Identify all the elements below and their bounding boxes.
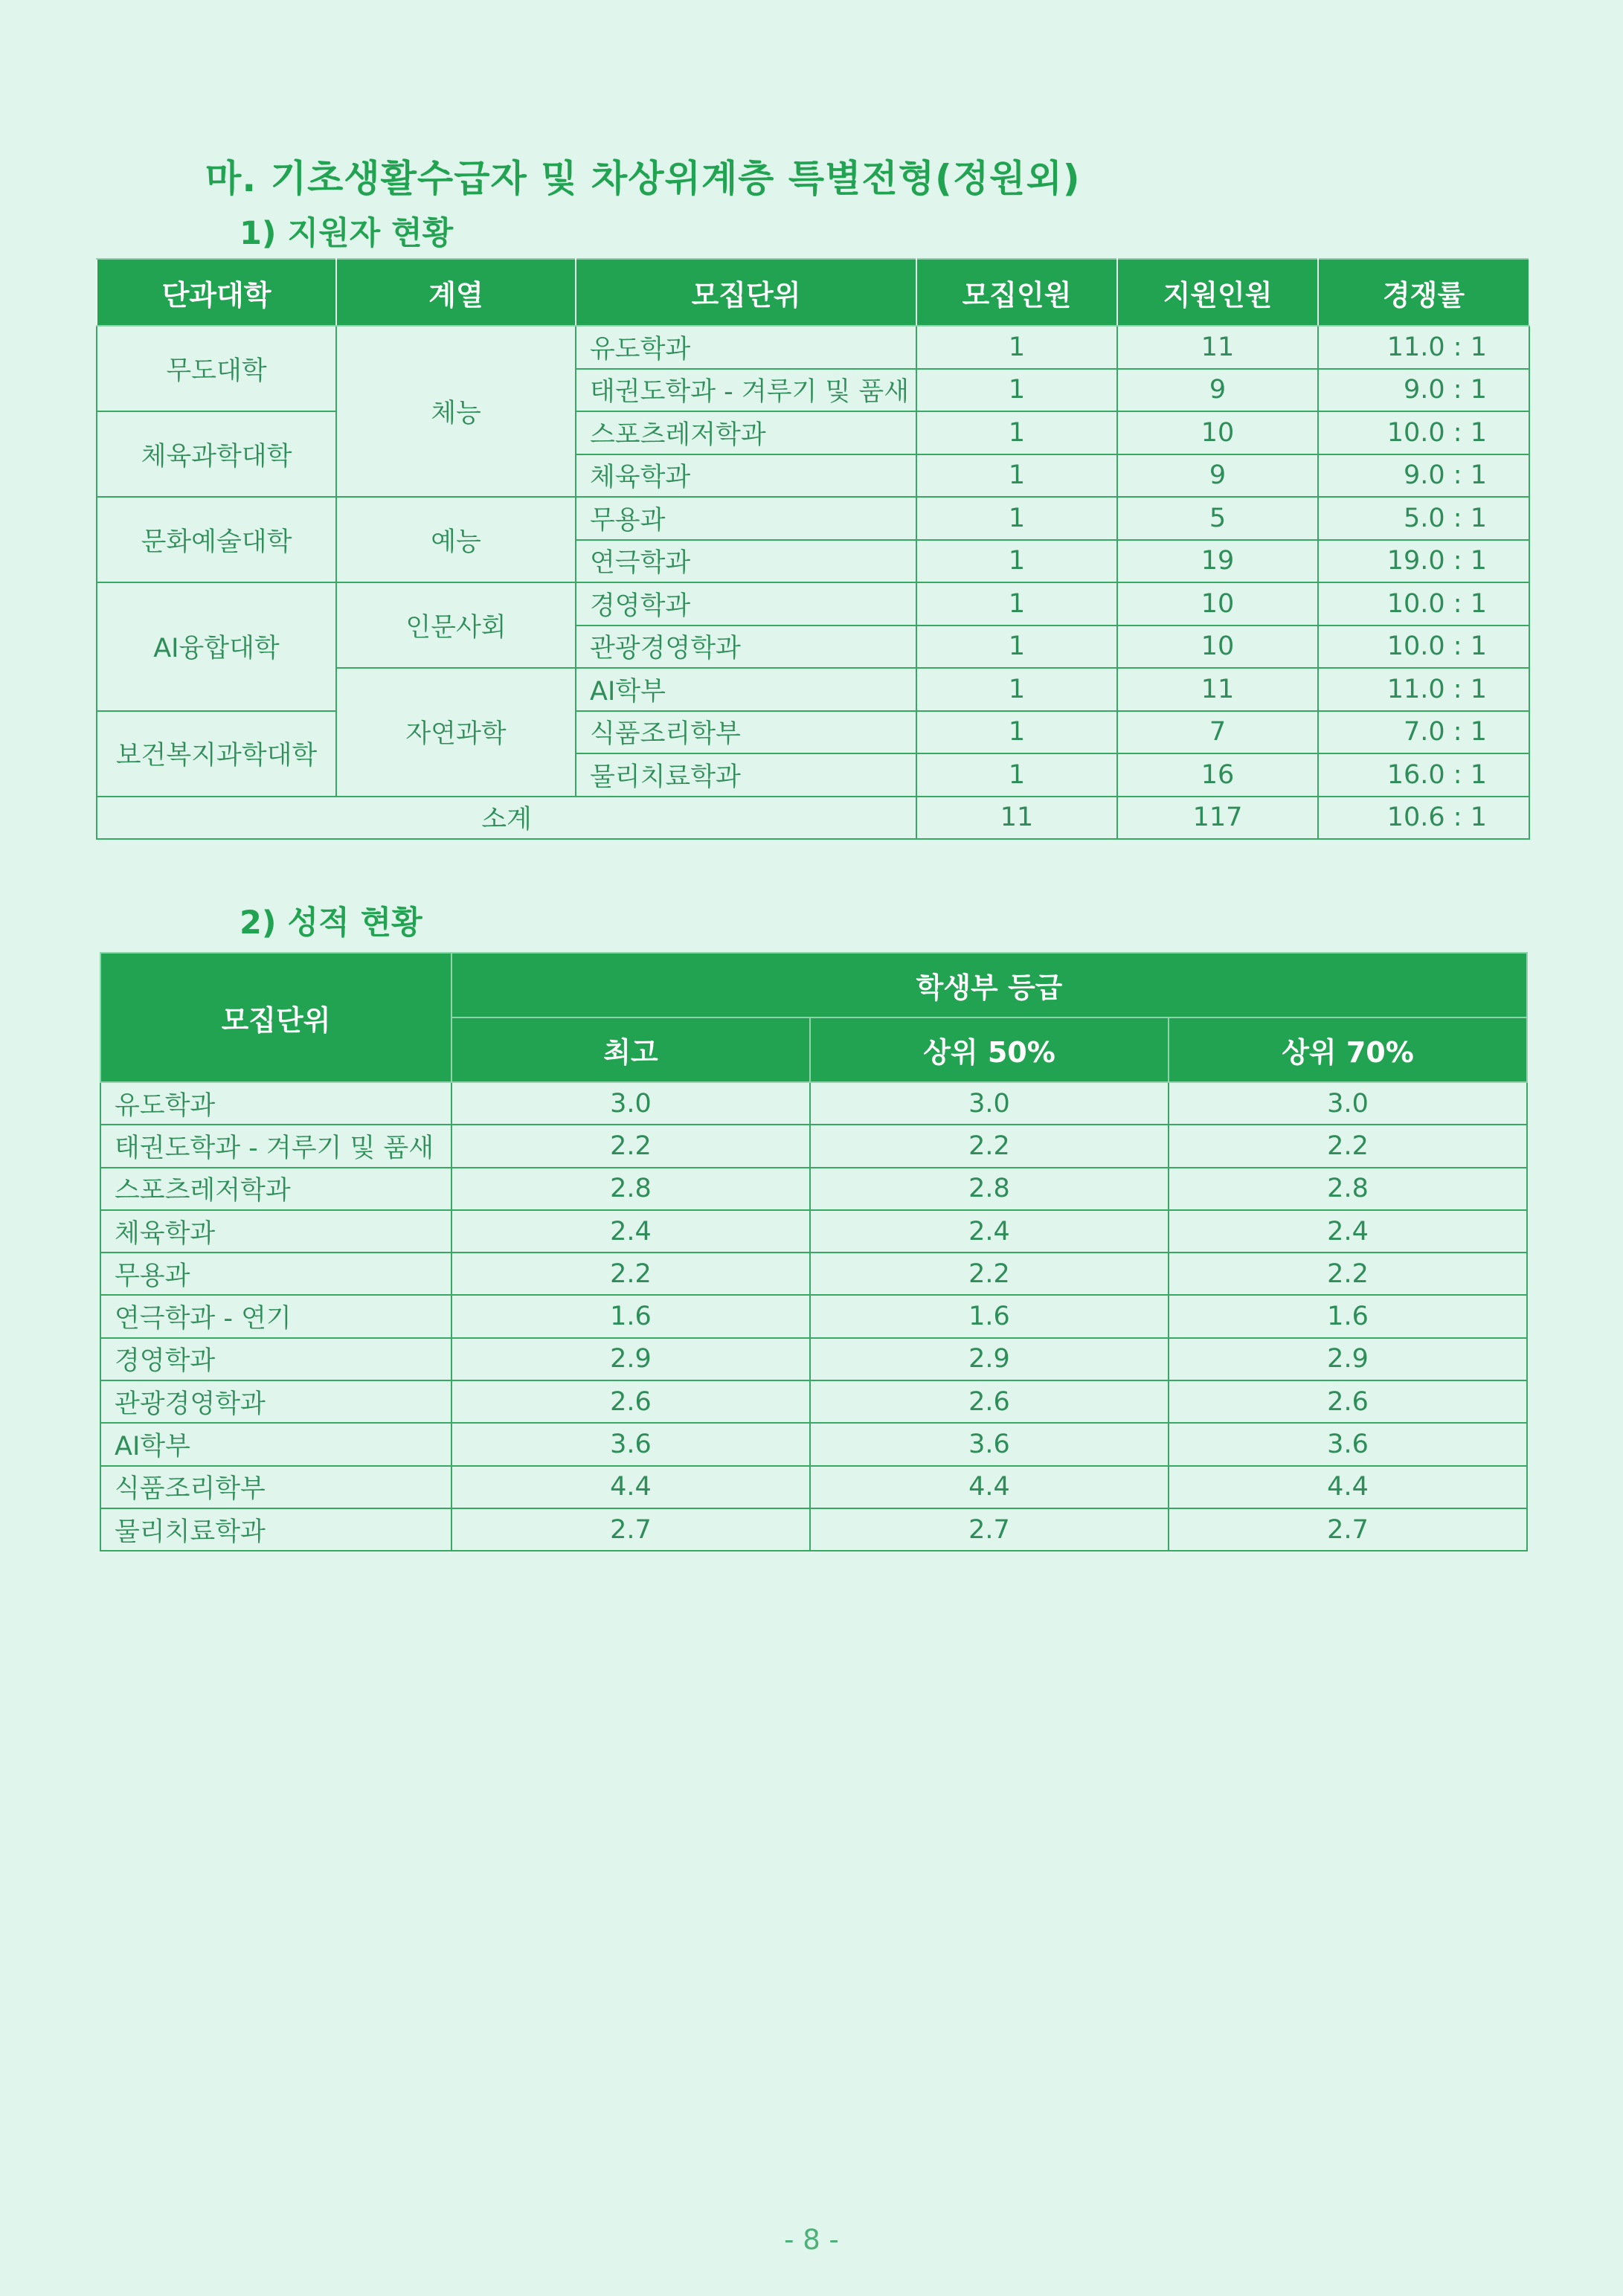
applicants-cell: 9 [1117, 454, 1318, 498]
grade-p70-cell: 2.7 [1169, 1508, 1527, 1551]
unit-cell: AI학부 [100, 1423, 451, 1465]
unit-cell: 물리치료학과 [100, 1508, 451, 1551]
section-title: 마. 기초생활수급자 및 차상위계층 특별전형(정원외) [205, 157, 1081, 200]
grade-top-cell: 2.4 [451, 1210, 810, 1252]
grade-p70-cell: 2.4 [1169, 1210, 1527, 1252]
field-cell: 자연과학 [336, 668, 576, 797]
unit-cell: 태권도학과 - 겨루기 및 품새 [576, 369, 916, 412]
table-row [97, 711, 1529, 754]
table-row [100, 1210, 1527, 1252]
grade-p50-cell: 1.6 [810, 1295, 1169, 1337]
applicants-cell: 10 [1117, 582, 1318, 626]
grade-p70-cell: 2.2 [1169, 1125, 1527, 1167]
applicants-cell: 16 [1117, 753, 1318, 797]
subtotal-quota: 11 [916, 797, 1117, 840]
unit-cell: 관광경영학과 [100, 1380, 451, 1423]
header-grade-group: 학생부 등급 [451, 953, 1527, 1017]
header-college: 단과대학 [97, 259, 336, 326]
applicants-cell: 19 [1117, 540, 1318, 583]
field-cell: 체능 [336, 326, 576, 497]
table-row [100, 1423, 1527, 1465]
table-row [97, 582, 1529, 626]
grade-p50-cell: 2.8 [810, 1168, 1169, 1210]
grade-p50-cell: 2.2 [810, 1252, 1169, 1295]
applicants-cell: 9 [1117, 369, 1318, 412]
header-unit: 모집단위 [576, 259, 916, 326]
ratio-cell: 9.0 : 1 [1318, 369, 1529, 412]
unit-cell: 식품조리학부 [100, 1466, 451, 1508]
college-cell: 무도대학 [97, 326, 336, 411]
ratio-cell: 10.0 : 1 [1318, 582, 1529, 626]
applicants-table [96, 258, 1530, 840]
grade-p70-cell: 1.6 [1169, 1295, 1527, 1337]
quota-cell: 1 [916, 454, 1117, 498]
grade-p70-cell: 3.0 [1169, 1082, 1527, 1125]
page-number: - 8 - [784, 2224, 839, 2256]
college-cell: 보건복지과학대학 [97, 711, 336, 797]
unit-cell: 식품조리학부 [576, 711, 916, 754]
ratio-cell: 11.0 : 1 [1318, 668, 1529, 711]
college-cell: 문화예술대학 [97, 497, 336, 582]
table-row [100, 1466, 1527, 1508]
unit-cell: 무용과 [576, 497, 916, 540]
applicants-cell: 5 [1117, 497, 1318, 540]
grade-top-cell: 3.0 [451, 1082, 810, 1125]
unit-cell: 유도학과 [576, 326, 916, 369]
unit-cell: 관광경영학과 [576, 626, 916, 669]
applicants-cell: 10 [1117, 411, 1318, 454]
header-top: 최고 [451, 1017, 810, 1082]
unit-cell: 체육학과 [100, 1210, 451, 1252]
applicants-subtitle: 1) 지원자 현황 [240, 215, 454, 252]
header-applicants: 지원인원 [1117, 259, 1318, 326]
table-row [97, 497, 1529, 540]
header-field: 계열 [336, 259, 576, 326]
unit-cell: 체육학과 [576, 454, 916, 498]
quota-cell: 1 [916, 626, 1117, 669]
field-cell: 인문사회 [336, 582, 576, 668]
unit-cell: 물리치료학과 [576, 753, 916, 797]
grade-top-cell: 3.6 [451, 1423, 810, 1465]
unit-cell: 스포츠레저학과 [576, 411, 916, 454]
grade-top-cell: 4.4 [451, 1466, 810, 1508]
quota-cell: 1 [916, 369, 1117, 412]
grade-top-cell: 2.9 [451, 1338, 810, 1380]
quota-cell: 1 [916, 326, 1117, 369]
unit-cell: 태권도학과 - 겨루기 및 품새 [100, 1125, 451, 1167]
grade-top-cell: 2.6 [451, 1380, 810, 1423]
unit-cell: 연극학과 - 연기 [100, 1295, 451, 1337]
table-row [100, 1380, 1527, 1423]
unit-cell: 스포츠레저학과 [100, 1168, 451, 1210]
subtotal-label: 소계 [97, 797, 916, 840]
unit-cell: 경영학과 [100, 1338, 451, 1380]
grade-p50-cell: 2.2 [810, 1125, 1169, 1167]
quota-cell: 1 [916, 582, 1117, 626]
table-row [97, 326, 1529, 369]
header-ratio: 경쟁률 [1318, 259, 1529, 326]
grade-p50-cell: 2.9 [810, 1338, 1169, 1380]
grade-p70-cell: 2.6 [1169, 1380, 1527, 1423]
unit-cell: 경영학과 [576, 582, 916, 626]
quota-cell: 1 [916, 753, 1117, 797]
table-row [100, 1252, 1527, 1295]
quota-cell: 1 [916, 497, 1117, 540]
applicants-cell: 10 [1117, 626, 1318, 669]
subtotal-row [97, 797, 1529, 840]
quota-cell: 1 [916, 540, 1117, 583]
subtotal-applicants: 117 [1117, 797, 1318, 840]
table-row [100, 1508, 1527, 1551]
ratio-cell: 16.0 : 1 [1318, 753, 1529, 797]
table-row [100, 1295, 1527, 1337]
quota-cell: 1 [916, 668, 1117, 711]
grades-subtitle: 2) 성적 현황 [240, 904, 422, 942]
college-cell: 체육과학대학 [97, 411, 336, 497]
ratio-cell: 11.0 : 1 [1318, 326, 1529, 369]
applicants-cell: 7 [1117, 711, 1318, 754]
ratio-cell: 19.0 : 1 [1318, 540, 1529, 583]
ratio-cell: 10.0 : 1 [1318, 626, 1529, 669]
grade-p70-cell: 2.2 [1169, 1252, 1527, 1295]
grade-p50-cell: 2.7 [810, 1508, 1169, 1551]
ratio-cell: 9.0 : 1 [1318, 454, 1529, 498]
grade-top-cell: 2.2 [451, 1252, 810, 1295]
header-quota: 모집인원 [916, 259, 1117, 326]
header-unit: 모집단위 [100, 953, 451, 1082]
grade-p70-cell: 2.8 [1169, 1168, 1527, 1210]
table-header-row [100, 953, 1527, 1017]
table-row [100, 1338, 1527, 1380]
table-row [97, 411, 1529, 454]
grade-top-cell: 2.8 [451, 1168, 810, 1210]
field-cell: 예능 [336, 497, 576, 582]
grade-p50-cell: 2.6 [810, 1380, 1169, 1423]
quota-cell: 1 [916, 711, 1117, 754]
unit-cell: AI학부 [576, 668, 916, 711]
table-row [100, 1168, 1527, 1210]
grade-p50-cell: 3.0 [810, 1082, 1169, 1125]
table-row [100, 1082, 1527, 1125]
grade-p50-cell: 2.4 [810, 1210, 1169, 1252]
unit-cell: 유도학과 [100, 1082, 451, 1125]
header-p70: 상위 70% [1169, 1017, 1527, 1082]
grade-p70-cell: 2.9 [1169, 1338, 1527, 1380]
grade-top-cell: 2.7 [451, 1508, 810, 1551]
table-row [100, 1125, 1527, 1167]
applicants-cell: 11 [1117, 668, 1318, 711]
unit-cell: 연극학과 [576, 540, 916, 583]
grade-top-cell: 1.6 [451, 1295, 810, 1337]
unit-cell: 무용과 [100, 1252, 451, 1295]
grade-top-cell: 2.2 [451, 1125, 810, 1167]
header-p50: 상위 50% [810, 1017, 1169, 1082]
grade-p50-cell: 4.4 [810, 1466, 1169, 1508]
grades-table [100, 952, 1528, 1551]
grade-p70-cell: 3.6 [1169, 1423, 1527, 1465]
quota-cell: 1 [916, 411, 1117, 454]
ratio-cell: 10.0 : 1 [1318, 411, 1529, 454]
subtotal-ratio: 10.6 : 1 [1318, 797, 1529, 840]
applicants-cell: 11 [1117, 326, 1318, 369]
ratio-cell: 7.0 : 1 [1318, 711, 1529, 754]
ratio-cell: 5.0 : 1 [1318, 497, 1529, 540]
table-header-row [97, 259, 1529, 326]
grade-p50-cell: 3.6 [810, 1423, 1169, 1465]
college-cell: AI융합대학 [97, 582, 336, 711]
grade-p70-cell: 4.4 [1169, 1466, 1527, 1508]
